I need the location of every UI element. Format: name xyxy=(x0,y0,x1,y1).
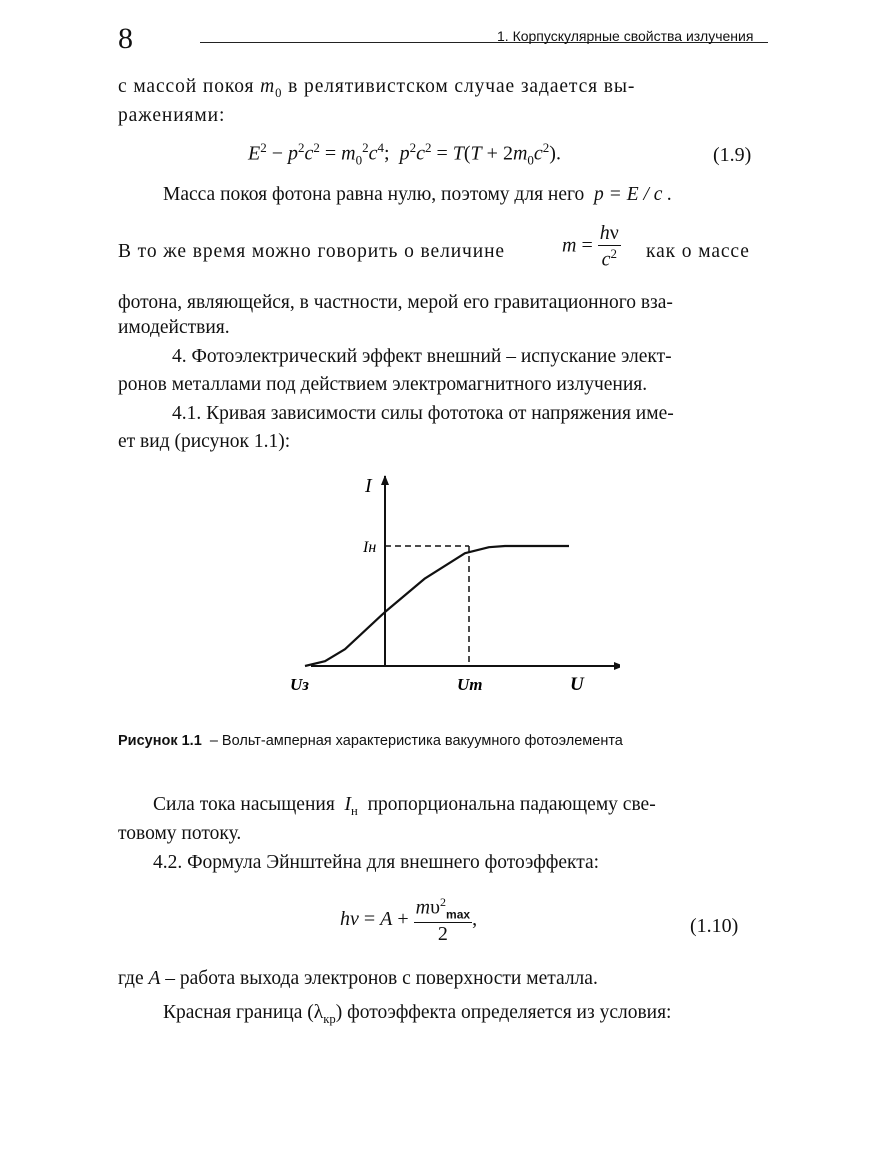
text-photon-2: имодействия. xyxy=(118,317,230,338)
running-title: 1. Корпускулярные свойства излучения xyxy=(497,28,754,44)
equation-1-10-number: (1.10) xyxy=(690,915,739,937)
para-4-line-1: 4. Фотоэлектрический эффект внешний – испускание элект- xyxy=(172,346,672,367)
formula-m-hv-c2: m = $\frac{h\nu}{c^2}$ xyxy=(562,222,619,271)
equation-1-9-number: (1.9) xyxy=(713,144,752,166)
x-axis-label: U xyxy=(570,674,584,695)
text-where: где A – работа выхода электронов с поверхности металла. xyxy=(118,968,598,989)
text-line-2: ражениями: xyxy=(118,105,226,126)
page-number: 8 xyxy=(118,22,133,55)
text-saturation-2: товому потоку. xyxy=(118,823,242,844)
text-photon-1: фотона, являющейся, в частности, мерой его гравитационного вза- xyxy=(118,292,673,313)
text-red-boundary: Красная граница $(\lambda_{кр})$ фотоэффекта определяется из условия: xyxy=(163,1002,672,1026)
text-photon-mass: Масса покоя фотона равна нулю, поэтому для него p = E / c . xyxy=(163,184,673,205)
text-also-tail: как о массе xyxy=(646,241,750,262)
x-tick-label-u-m: Um xyxy=(457,675,483,694)
para-4-1-line-1: 4.1. Кривая зависимости силы фототока от напряжения име- xyxy=(172,403,674,424)
figure-caption: Рисунок 1.1 – Вольт-амперная характеристика вакуумного фотоэлемента xyxy=(118,733,623,749)
para-4-1-line-2: ет вид (рисунок 1.1): xyxy=(118,431,291,452)
y-axis-label: I xyxy=(365,475,372,497)
equation-1-9: $E^2 - p^2c^2 = m_0^2c^4$; $p^2c^2 = T(T + 2m_0c^2)$. xyxy=(248,140,561,168)
y-tick-label-i-sat: Iн xyxy=(363,539,377,556)
series-line-current xyxy=(305,546,569,666)
para-4-2: 4.2. Формула Эйнштейна для внешнего фотоэффекта: xyxy=(153,852,600,873)
figure-1-1-chart xyxy=(250,468,620,708)
text-saturation-1: Сила тока насыщения $I_н$ пропорциональна падающему све- xyxy=(153,794,656,818)
equation-1-10: hv = A + $\frac{m\upsilon^2_{max}}{2}$ , xyxy=(340,895,478,945)
text-line-1: с массой покоя $m_0$ в релятивистском случае задается вы- xyxy=(118,76,636,100)
text-also: В то же время можно говорить о величине xyxy=(118,241,505,262)
para-4-line-2: ронов металлами под действием электромагнитного излучения. xyxy=(118,374,648,395)
x-tick-label-u-stop: Uз xyxy=(290,675,309,694)
